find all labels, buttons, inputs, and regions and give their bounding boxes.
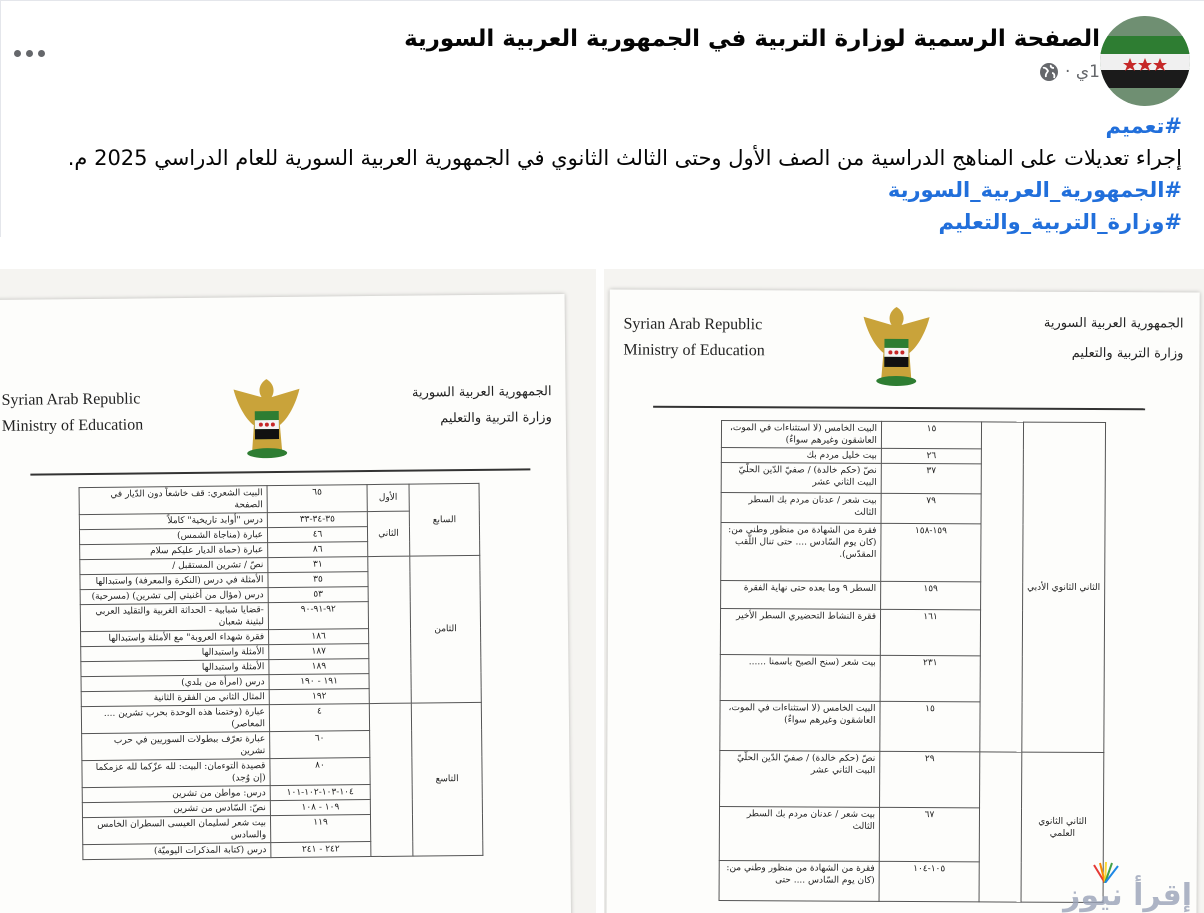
header-divider	[653, 406, 1145, 411]
photo-grid	[0, 269, 1204, 913]
table-row: ١١٩ بيت شعر لسليمان العيسى السطران الخامس والسادس	[82, 813, 482, 844]
post-text	[12, 110, 1182, 238]
table-row: التاسع ٤ عبارة (وختمنا هذه الوحدة بحرب تشرين .... المعاصر)	[81, 702, 481, 733]
english-header-line2: Ministry of Education	[1, 416, 144, 435]
table-row: ١٥ البيت الخامس (لا استثناءات في الموت، العاشقون وغيرهم سواءٌ)	[720, 701, 1104, 753]
table-row: ١٠٥-١٠٤ فقرة من الشهادة من منظور وطني من: (كان يوم السّادس .... حتى	[719, 861, 1103, 903]
english-header-line2: Ministry of Education	[623, 341, 765, 360]
table-row: ١٩١ - ١٩٠ درس (امرأة من بلدي)	[81, 672, 481, 691]
term-cell: الأول	[367, 484, 409, 511]
term-cell: الثاني	[367, 511, 409, 556]
table-row: ١٩٢ المثال الثاني من الفقرة الثانية	[81, 687, 481, 706]
table-row: ٥٣ درس (مؤال من أغنيتي إلى تشرين) (مسرحية)	[80, 585, 480, 604]
hashtag-circular[interactable]: #تعميم	[1105, 114, 1182, 138]
curriculum-table	[79, 483, 484, 860]
table-row: ٩٢-٩١-٩٠ -قضايا شبابية - الحداثة الغربية والتقليد العربي لبثينة شعبان	[80, 600, 480, 631]
grade-cell: الثامن	[410, 555, 482, 703]
table-row: ١٨٧ الأمثلة واستبدالها	[81, 642, 481, 661]
table-row: ٦٧ بيت شعر / عدنان مردم بك السطر الثالث	[719, 807, 1103, 863]
table-row: ٢٦ بيت خليل مردم بك	[721, 448, 1105, 465]
post-time[interactable]: 1ي ·	[1065, 62, 1100, 82]
english-header-line1: Syrian Arab Republic	[1, 390, 141, 409]
arabic-header-line1: الجمهورية العربية السورية	[1043, 315, 1184, 332]
document-page	[606, 289, 1199, 913]
grade-cell: الثاني الثانوي العلمي	[1021, 752, 1104, 902]
post-body: إجراء تعديلات على المناهج الدراسية من الصف الأول وحتى الثالث الثانوي في الجمهورية العربية السورية للعام الدراسي 2025 م.	[67, 146, 1182, 170]
table-row: ١٥٩-١٥٨ فقرة من الشهادة من منظور وطني من: (كان يوم السّادس .... حتى تنال اللّقب المقدّس).	[721, 523, 1105, 583]
more-options-icon[interactable]	[14, 38, 54, 68]
globe-icon	[1039, 62, 1059, 82]
header-divider	[30, 468, 530, 475]
table-row: ١٨٦ فقرة شهداء العروبة" مع الأمثلة واستبدالها	[81, 627, 481, 646]
post-meta	[1039, 62, 1100, 82]
table-row: ١٠٩ - ١٠٨ نصّ: السّادس من تشرين	[82, 798, 482, 817]
table-row: الثامن ٣١ نصّ / تشرين المستقبل /	[80, 555, 480, 574]
table-row: ١٥٩ السطر ٩ وما بعده حتى نهاية الفقرة	[721, 581, 1105, 611]
table-row: الثاني الثانوي الأدبي ١٥ البيت الخامس (لا استثناءات في الموت، العاشقون وغيرهم سواءٌ)	[721, 421, 1105, 450]
table-row: ٤٦ عبارة (مناجاة الشمس)	[79, 525, 479, 544]
page-name-link[interactable]: الصفحة الرسمية لوزارة التربية في الجمهورية العربية السورية	[404, 26, 1100, 52]
curriculum-table	[719, 420, 1107, 903]
document-page	[0, 294, 571, 913]
grade-cell: الثاني الثانوي الأدبي	[1022, 422, 1106, 752]
document-photo-right[interactable]	[602, 269, 1204, 913]
arabic-header-line2: وزارة التربية والتعليم	[1071, 345, 1184, 362]
hashtag-syrian-arab-republic[interactable]: #الجمهورية_العربية_السورية	[887, 178, 1182, 202]
table-row: الثاني ٣٥-٣٤-٣٣ درس "أوابد تاريخية" كاملاً	[79, 510, 479, 529]
table-row: ٣٥ الأمثلة في درس (النكرة والمعرفة) واستبدالها	[80, 570, 480, 589]
hashtag-ministry-of-education[interactable]: #وزارة_التربية_والتعليم	[938, 210, 1182, 234]
arabic-header-line2: وزارة التربية والتعليم	[440, 410, 552, 427]
table-row: ١٨٩ الأمثلة واستبدالها	[81, 657, 481, 676]
table-row: ١٠٤-١٠٣-١٠٢-١٠١ درس: مواطن من تشرين	[82, 783, 482, 802]
avatar[interactable]	[1100, 16, 1190, 106]
table-row: ٣٧ نصّ (حكم خالدة) / صفيّ الدّين الحلّيّ البيت الثاني عشر	[721, 463, 1105, 495]
eagle-emblem-icon	[853, 303, 939, 389]
english-header-line1: Syrian Arab Republic	[623, 315, 763, 334]
table-row: الثاني الثانوي العلمي ٢٩ نصّ (حكم خالدة) / صفيّ الدّين الحلّيّ البيت الثاني عشر	[720, 751, 1104, 809]
table-row: ٨٦ عبارة (حماة الديار عليكم سلام	[80, 540, 480, 559]
table-row: ٢٣١ بيت شعر (سنح الصبح باسمنا ......	[720, 655, 1104, 703]
arabic-header-line1: الجمهورية العربية السورية	[411, 384, 552, 401]
table-row: ٨٠ قصيدة التوءمان: البيت: لله عزّكما لله عزمكما (إن وُجد)	[82, 756, 482, 787]
eagle-emblem-icon	[223, 375, 310, 462]
grade-cell: السابع	[409, 483, 480, 556]
table-row: ٦٠ عبارة تعرّف ببطولات السوريين في حرب تشرين	[82, 729, 482, 760]
table-row: ١٦١ فقرة النشاط التحضيري السطر الأخير	[720, 609, 1104, 657]
grade-cell: التاسع	[411, 702, 483, 856]
table-row: السابع الأول ٦٥ البيت الشعري: قف خاشعاً دون الدّيار في الصفحة	[79, 483, 479, 514]
watermark-text: إقرأ نيوز	[1063, 878, 1192, 913]
table-row: ٢٤٢ - ٢٤١ درس (كتابة المذكرات اليوميّة)	[83, 840, 483, 859]
table-row: ٧٩ بيت شعر / عدنان مردم بك السطر الثالث	[721, 493, 1105, 525]
avatar-flag	[1100, 16, 1190, 106]
document-photo-left[interactable]	[0, 269, 596, 913]
